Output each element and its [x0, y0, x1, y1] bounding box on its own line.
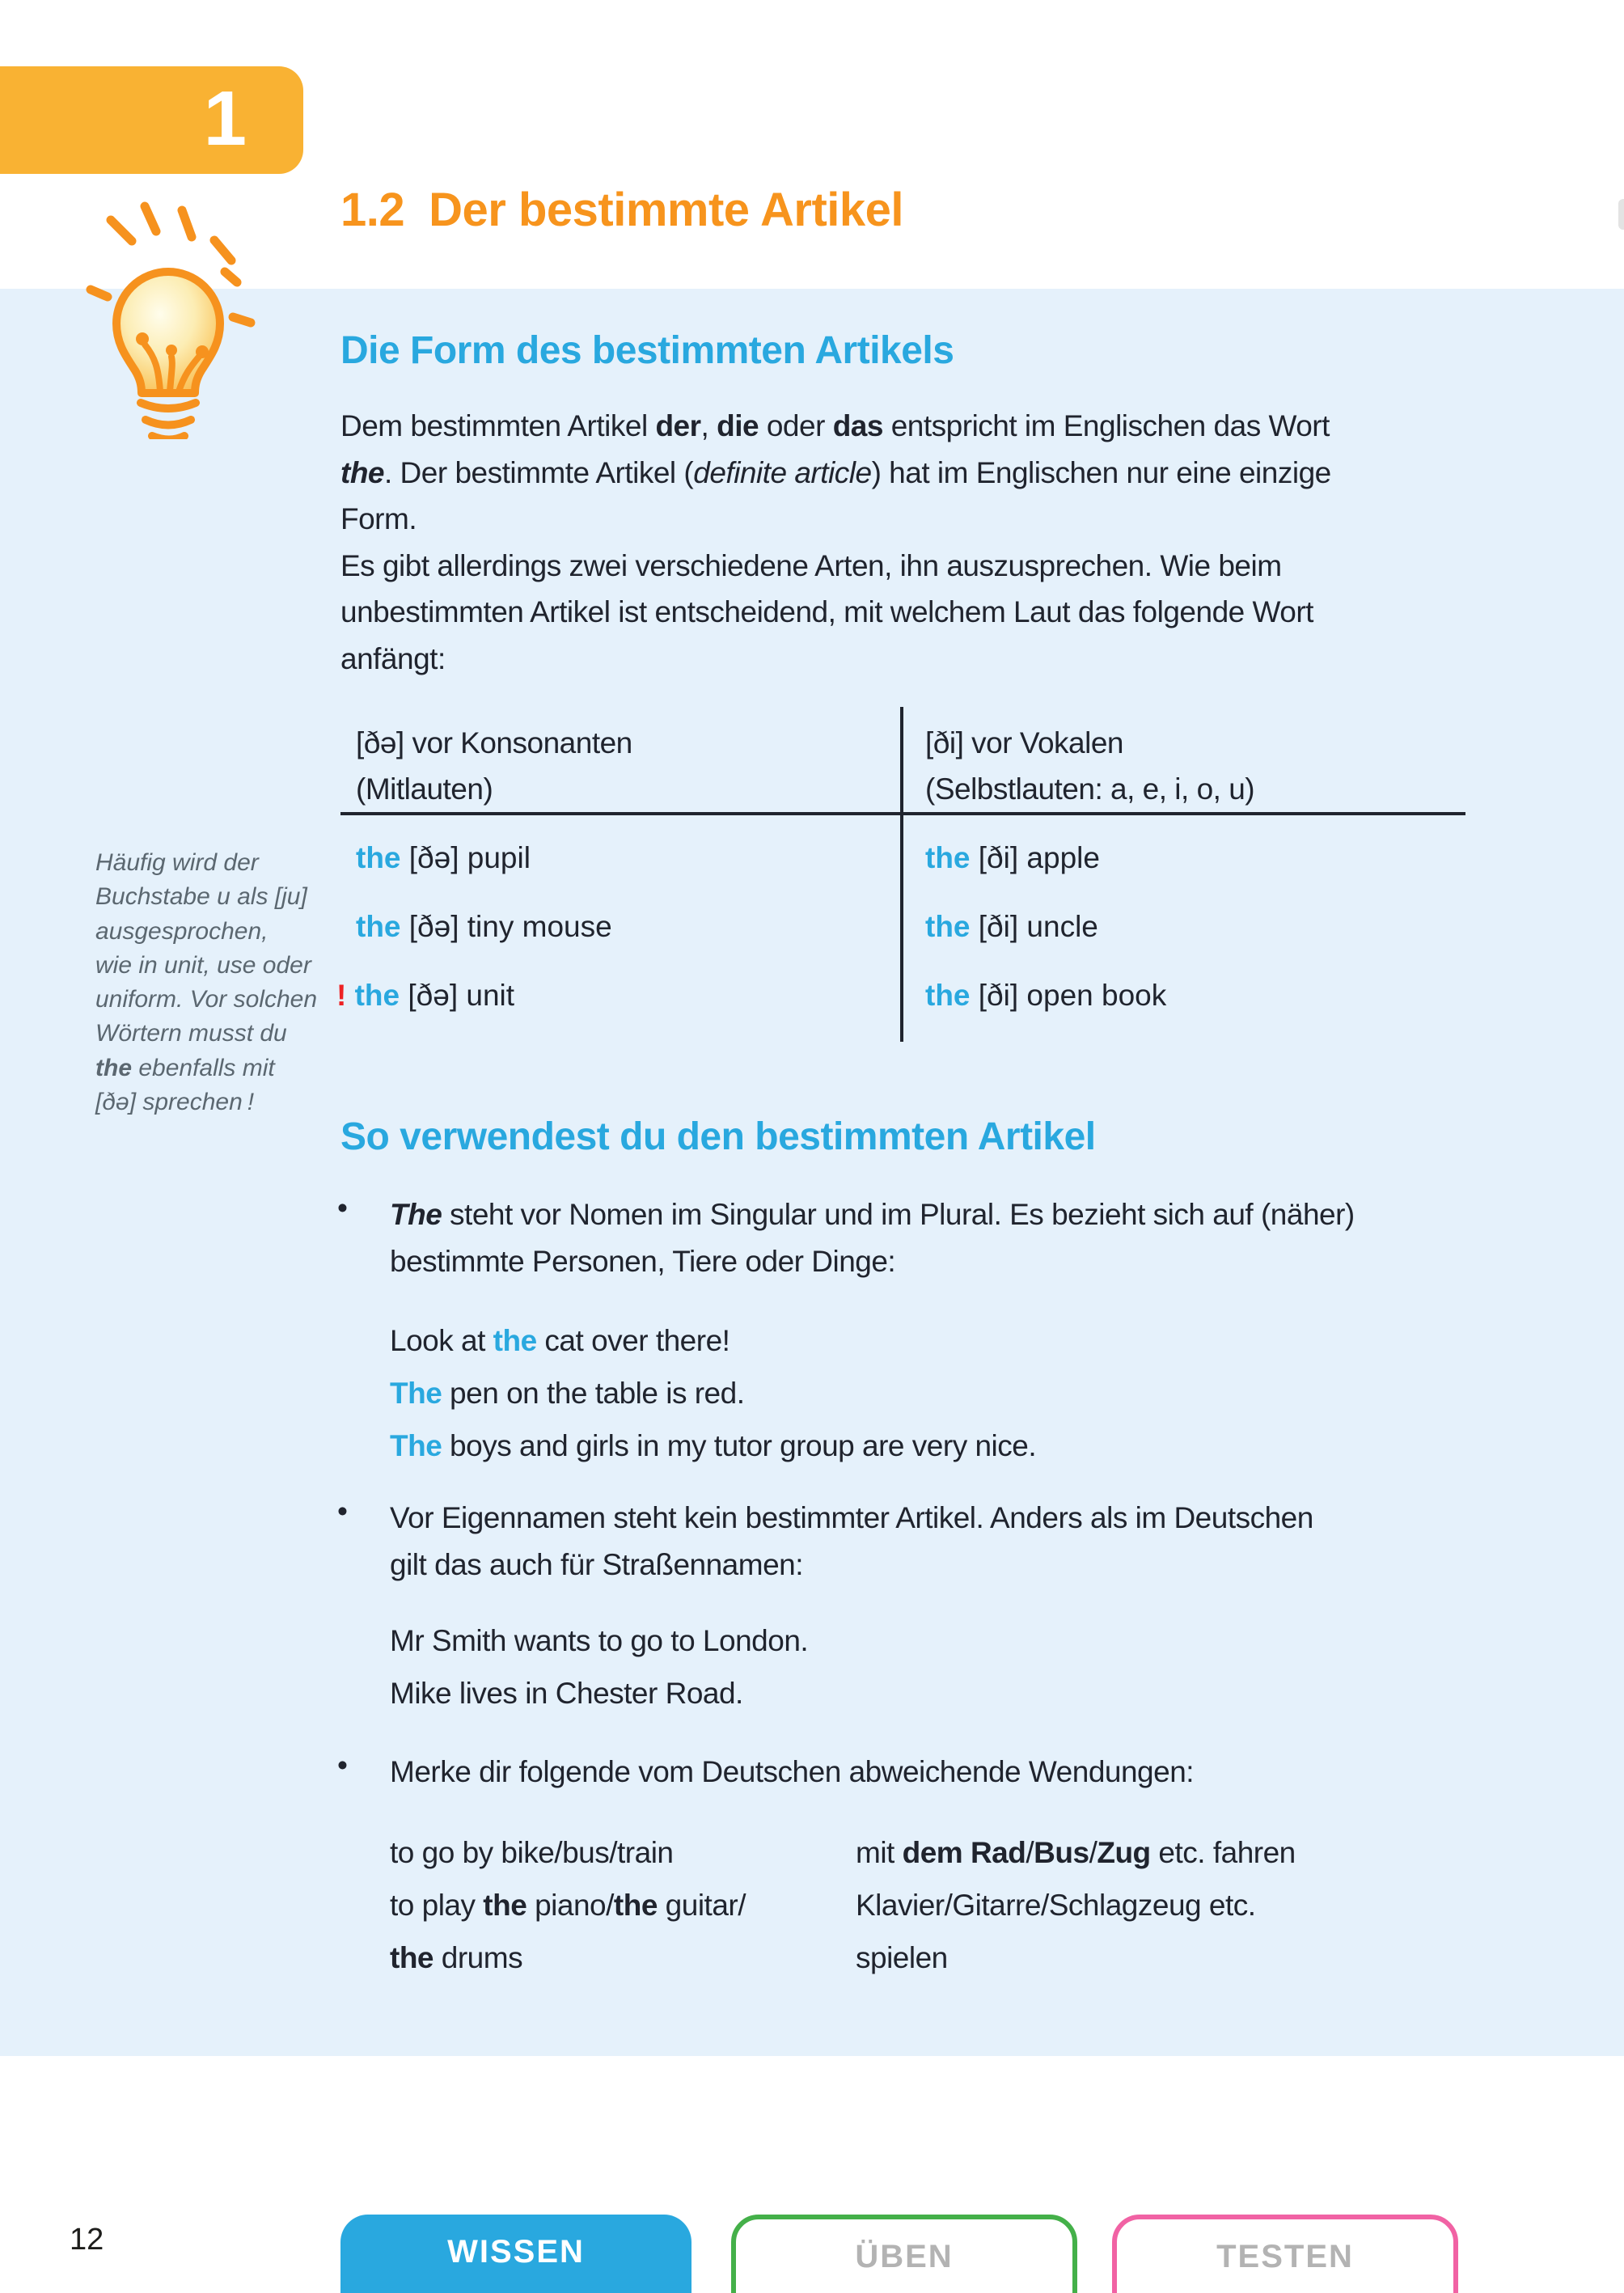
page-title: [340, 183, 903, 237]
bullet-marker: •: [337, 1495, 348, 1528]
intro-paragraph: Dem bestimmten Artikel der, die oder das entspricht im Englischen das Wort the. Der bestimmte Artikel (definite article) hat im Englischen nur eine einzige Form. Es gibt allerdings zwei verschiedene Arten, ihn auszusprechen. Wie beim unbestimmten Artikel ist entscheidend, mit welchem Laut das folgende Wort anfängt:: [340, 409, 1331, 675]
page-number: 12: [70, 2223, 104, 2257]
table-divider: [900, 707, 903, 1042]
nav-tab-wissen[interactable]: WISSEN: [340, 2215, 691, 2293]
table-header-vowels: [ði] vor Vokalen (Selbstlauten: a, e, i, o, u): [925, 726, 1255, 806]
table-column-consonants: the [ðə] pupil the [ðə] tiny mouse ! the [ðə] unit: [336, 841, 612, 1012]
bullet-item-proper-names: Vor Eigennamen steht kein bestimmter Artikel. Anders als im Deutschen gilt das auch für Straßennamen:: [390, 1501, 1313, 1581]
pronunciation-table: [336, 705, 1465, 1045]
bullet-item-singular-plural: The steht vor Nomen im Singular und im Plural. Es bezieht sich auf (näher) bestimmte Personen, Tiere oder Dinge:: [390, 1198, 1355, 1278]
chapter-number: 1: [203, 75, 247, 162]
bullet-marker: •: [337, 1749, 348, 1782]
page-edge-tab: [1618, 199, 1624, 230]
margin-note: Häufig wird der Buchstabe u als [ju] ausgesprochen, wie in unit, use oder uniform. Vor solchen Wörtern musst du the ebenfalls mit [ðə] sprechen !: [95, 849, 318, 1116]
phrase-column-german: mit dem Rad/Bus/Zug etc. fahren Klavier/Gitarre/Schlagzeug etc. spielen: [856, 1836, 1296, 1974]
bullet-marker: •: [337, 1191, 348, 1225]
example-sentences-1: Look at the cat over there! The pen on the table is red. The boys and girls in my tutor group are very nice.: [390, 1324, 1037, 1462]
example-sentences-2: Mr Smith wants to go to London. Mike lives in Chester Road.: [390, 1624, 809, 1710]
lightbulb-icon: [81, 201, 259, 439]
subsection-title-usage: So verwendest du den bestimmten Artikel: [340, 1115, 1096, 1158]
phrase-column-english: to go by bike/bus/train to play the piano/the guitar/ the drums: [390, 1836, 746, 1974]
nav-tab-ueben[interactable]: ÜBEN: [731, 2215, 1077, 2293]
section-title: Der bestimmte Artikel: [429, 184, 904, 236]
table-header-consonants: [ðə] vor Konsonanten (Mitlauten): [356, 726, 632, 806]
section-number: 1.2: [340, 184, 405, 236]
table-column-vowels: the [ði] apple the [ði] uncle the [ði] open book: [925, 841, 1167, 1012]
nav-tab-testen[interactable]: TESTEN: [1112, 2215, 1458, 2293]
subsection-title-form: Die Form des bestimmten Artikels: [340, 329, 954, 372]
bullet-item-fixed-phrases: Merke dir folgende vom Deutschen abweichende Wendungen:: [390, 1755, 1195, 1788]
chapter-index-tab: [0, 66, 303, 174]
